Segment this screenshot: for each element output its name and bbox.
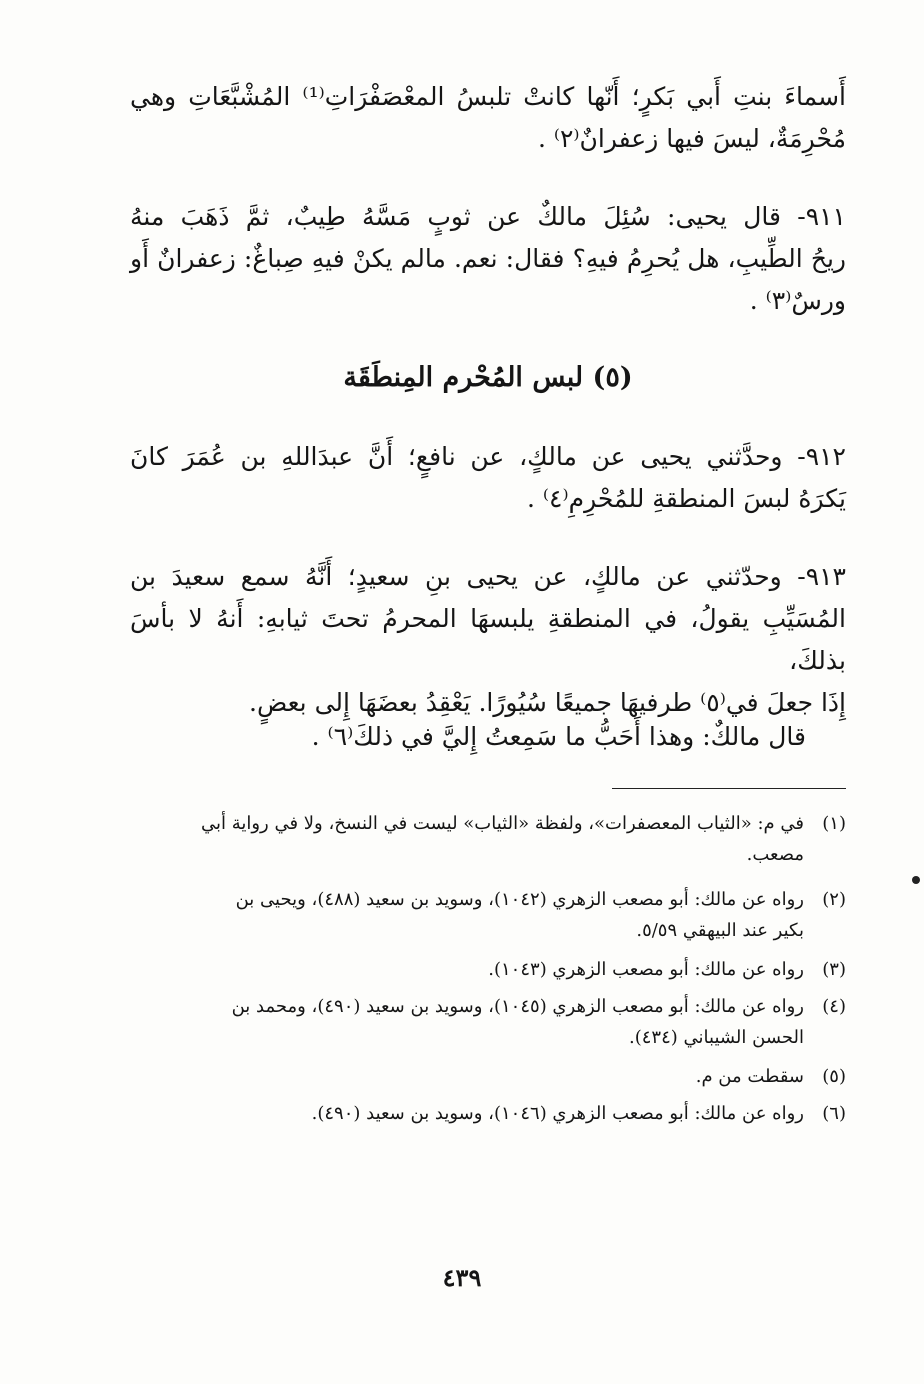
footnote-item — [130, 954, 846, 985]
footnote-number: (١) — [822, 813, 846, 834]
footnote-number: (٣) — [822, 959, 846, 980]
footnote-number: (٥) — [822, 1066, 846, 1087]
footnote-text — [130, 884, 804, 946]
footnote-line: مصعب. — [746, 844, 804, 865]
paragraph-malik-saying — [130, 716, 846, 758]
footnote-item — [130, 991, 846, 1053]
footnote-item — [130, 1061, 846, 1092]
text-line: ٩١١- قال يحيى: سُئِلَ مالكٌ عن ثوبٍ مَسَّهُ طِيبٌ، ثمَّ ذَهَبَ منهُ — [130, 202, 846, 231]
footnote-divider — [612, 788, 846, 789]
footnotes — [130, 808, 846, 1129]
footnote-line: في م: «الثياب المعصفرات»، ولفظة «الثياب» ليست في النسخ، ولا في رواية أبي — [200, 813, 804, 834]
section-heading: (٥) لبس المُحْرم المِنطَقَة — [343, 362, 633, 393]
text-line: مُحْرِمَةٌ، ليسَ فيها زعفرانٌ⁽٢⁾ . — [537, 124, 846, 153]
footnote-line: رواه عن مالك: أبو مصعب الزهري (١٠٤٢)، وسويد بن سعيد (٤٨٨)، ويحيى بن — [235, 889, 804, 910]
footnote-text — [130, 1098, 804, 1129]
footnote-number: (٤) — [822, 996, 846, 1017]
margin-mark — [912, 876, 920, 884]
footnote-line: الحسن الشيباني (٤٣٤). — [629, 1027, 804, 1048]
footnote-item — [130, 1098, 846, 1129]
footnote-text — [130, 808, 804, 870]
footnote-line: رواه عن مالك: أبو مصعب الزهري (١٠٤٣). — [488, 959, 804, 980]
paragraph-911 — [130, 196, 846, 322]
footnote-text — [130, 1061, 804, 1092]
text-line: ٩١٣- وحدّثني عن مالكٍ، عن يحيى بنِ سعيدٍ؛ أَنَّهُ سمع سعيدَ بن — [130, 562, 846, 591]
footnote-line: رواه عن مالك: أبو مصعب الزهري (١٠٤٦)، وسويد بن سعيد (٤٩٠). — [311, 1103, 804, 1124]
footnote-number: (٢) — [822, 889, 846, 910]
page-number: ٤٣٩ — [442, 1263, 482, 1292]
footnote-line: سقطت من م. — [695, 1066, 804, 1087]
text-line: أَسماءَ بنتِ أَبي بَكرٍ؛ أَنّها كانتْ تلبسُ المعْصَفْرَاتِ⁽¹⁾ المُشْبَّعَاتِ وهي — [130, 82, 847, 111]
footnote-text — [130, 954, 804, 985]
footnote-line: بكير عند البيهقي ٥/٥٩. — [636, 920, 804, 941]
text-line: إِذَا جعلَ في⁽٥⁾ طرفيهَا جميعًا سُيُورًا. يَعْقِدُ بعضَهَا إِلى بعضٍ. — [249, 688, 846, 717]
footnote-line: رواه عن مالك: أبو مصعب الزهري (١٠٤٥)، وسويد بن سعيد (٤٩٠)، ومحمد بن — [231, 996, 804, 1017]
footnote-item — [130, 884, 846, 946]
text-line: يَكرَهُ لبسَ المنطقةِ للمُحْرِمِ⁽٤⁾ . — [526, 484, 846, 513]
text-line: قال مالكٌ: وهذا أَحَبُّ ما سَمِعتُ إِليَّ في ذلكَ⁽٦⁾ . — [311, 722, 806, 751]
paragraph-continuation — [130, 76, 846, 160]
paragraph-913 — [130, 556, 846, 724]
text-line: ورسٌ⁽٣⁾ . — [749, 286, 846, 315]
paragraph-912 — [130, 436, 846, 520]
footnote-text — [130, 991, 804, 1053]
footnote-item — [130, 808, 846, 870]
text-line: ٩١٢- وحدَّثني يحيى عن مالكٍ، عن نافعٍ؛ أَنَّ عبدَاللهِ بن عُمَرَ كانَ — [130, 442, 846, 471]
footnote-number: (٦) — [822, 1103, 846, 1124]
text-line: المُسَيِّبِ يقولُ، في المنطقةِ يلبسهَا المحرمُ تحتَ ثيابهِ: أَنهُ لا بأسَ بذلكَ، — [130, 604, 846, 675]
text-line: ريحُ الطِّيبِ، هل يُحرِمُ فيهِ؟ فقال: نعم. مالم يكنْ فيهِ صِباغٌ: زعفرانٌ أَو — [130, 244, 846, 273]
